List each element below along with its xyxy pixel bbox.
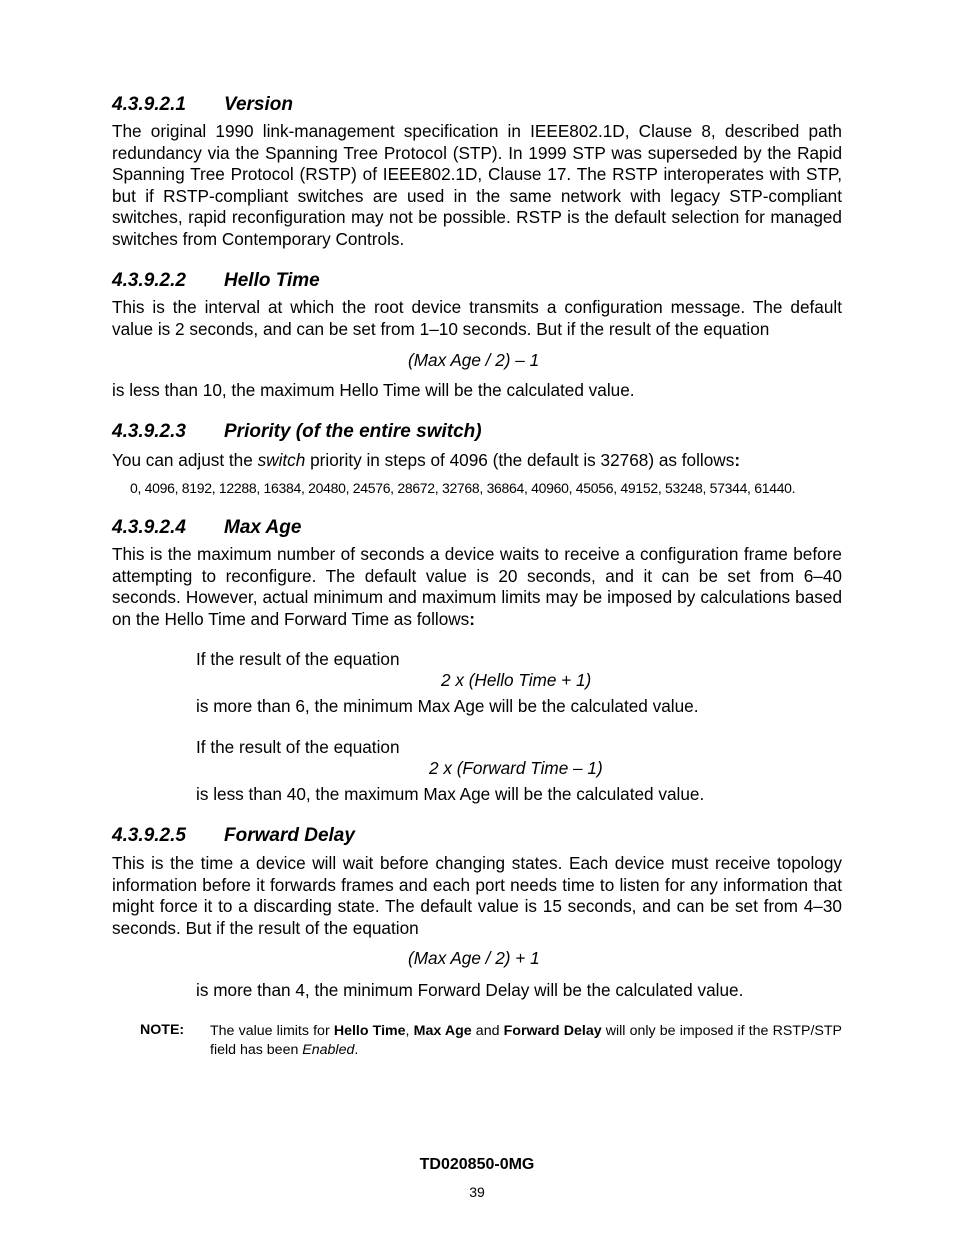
note-term-hello-time: Hello Time [333,1023,406,1039]
section-heading-hello-time [112,270,320,292]
section-number: 4.3.9.2.1 [112,94,186,115]
note-text-part: . [354,1042,359,1058]
note-label: NOTE: [140,1022,185,1038]
note-text-part: and [471,1023,504,1039]
max-age-cond1-result: is more than 6, the minimum Max Age will be the calculated value. [196,696,699,716]
hello-time-paragraph: This is the interval at which the root device transmits a configuration message. The default value is 2 seconds, and can be set from 1–10 seconds. But if the result of the equation [112,297,842,339]
section-title: Max Age [224,517,302,538]
section-title: Forward Delay [224,825,355,846]
priority-paragraph [112,450,740,471]
section-heading-version [112,94,293,116]
section-title: Hello Time [224,270,320,291]
footer-page-number: 39 [469,1184,485,1200]
forward-delay-paragraph: This is the time a device will wait before changing states. Each device must receive topology information before it forwards frames and each port needs time to listen for any information that might force it to a discarding state. The default value is 15 seconds, and can be set from 4–30 seconds. But if the result of the equation [112,853,842,938]
max-age-paragraph [112,544,842,630]
priority-text-end: priority in steps of 4096 (the default is 32768) as follows [305,450,735,470]
section-number: 4.3.9.2.4 [112,517,186,538]
max-age-text: This is the maximum number of seconds a device waits to receive a configuration frame before attempting to reconfigure. The default value is 20 seconds, and it can be set from 6–40 seconds. However, actual minimum and maximum limits may be imposed by calculations based on the Hello Time and Forward Time as follows [112,544,842,629]
max-age-cond2-equation: 2 x (Forward Time – 1) [429,758,603,778]
section-number: 4.3.9.2.5 [112,825,186,846]
max-age-cond1-intro: If the result of the equation [196,649,400,669]
version-paragraph: The original 1990 link-management specification in IEEE802.1D, Clause 8, described path redundancy via the Spanning Tree Protocol (STP). In 1999 STP was superseded by the Rapid Spanning Tree Protocol (RSTP) of IEEE802.1D, Clause 17. The RSTP interoperates with STP, but if RSTP-compliant switches are used in the same network with legacy STP-compliant switches, rapid reconfiguration may not be possible. RSTP is the default selection for managed switches from Contemporary Controls. [112,121,842,249]
priority-values-list: 0, 4096, 8192, 12288, 16384, 20480, 24576, 28672, 32768, 36864, 40960, 45056, 49152, 53248, 57344, 61440. [130,480,796,496]
section-heading-forward-delay [112,825,355,847]
section-number: 4.3.9.2.2 [112,270,186,291]
priority-text-start: You can adjust the [112,450,258,470]
section-title: Priority (of the entire switch) [224,421,482,442]
priority-text-emphasis: switch [257,450,306,470]
section-number: 4.3.9.2.3 [112,421,186,442]
section-title: Version [224,94,293,115]
priority-text-colon: : [734,450,741,470]
note-text-part: , [405,1023,414,1039]
section-heading-priority [112,421,482,443]
forward-delay-equation: (Max Age / 2) + 1 [408,948,540,968]
note-term-enabled: Enabled [302,1042,355,1058]
max-age-cond2-intro: If the result of the equation [196,737,400,757]
forward-delay-result-text: is more than 4, the minimum Forward Delay will be the calculated value. [196,980,744,1000]
max-age-colon: : [469,608,476,629]
footer-document-code: TD020850-0MG [419,1156,535,1173]
max-age-cond2-result: is less than 40, the maximum Max Age will be the calculated value. [196,784,705,804]
hello-time-result-text: is less than 10, the maximum Hello Time will be the calculated value. [112,380,635,400]
note-term-max-age: Max Age [413,1023,472,1039]
hello-time-equation: (Max Age / 2) – 1 [408,350,540,370]
note-text-part: The value limits for [210,1023,334,1039]
note-text-part: will only be imposed if the RSTP/STP field has been [210,1023,842,1058]
section-heading-max-age [112,517,301,539]
max-age-cond1-equation: 2 x (Hello Time + 1) [441,670,592,690]
note-text [210,1022,842,1060]
note-term-forward-delay: Forward Delay [503,1023,602,1039]
